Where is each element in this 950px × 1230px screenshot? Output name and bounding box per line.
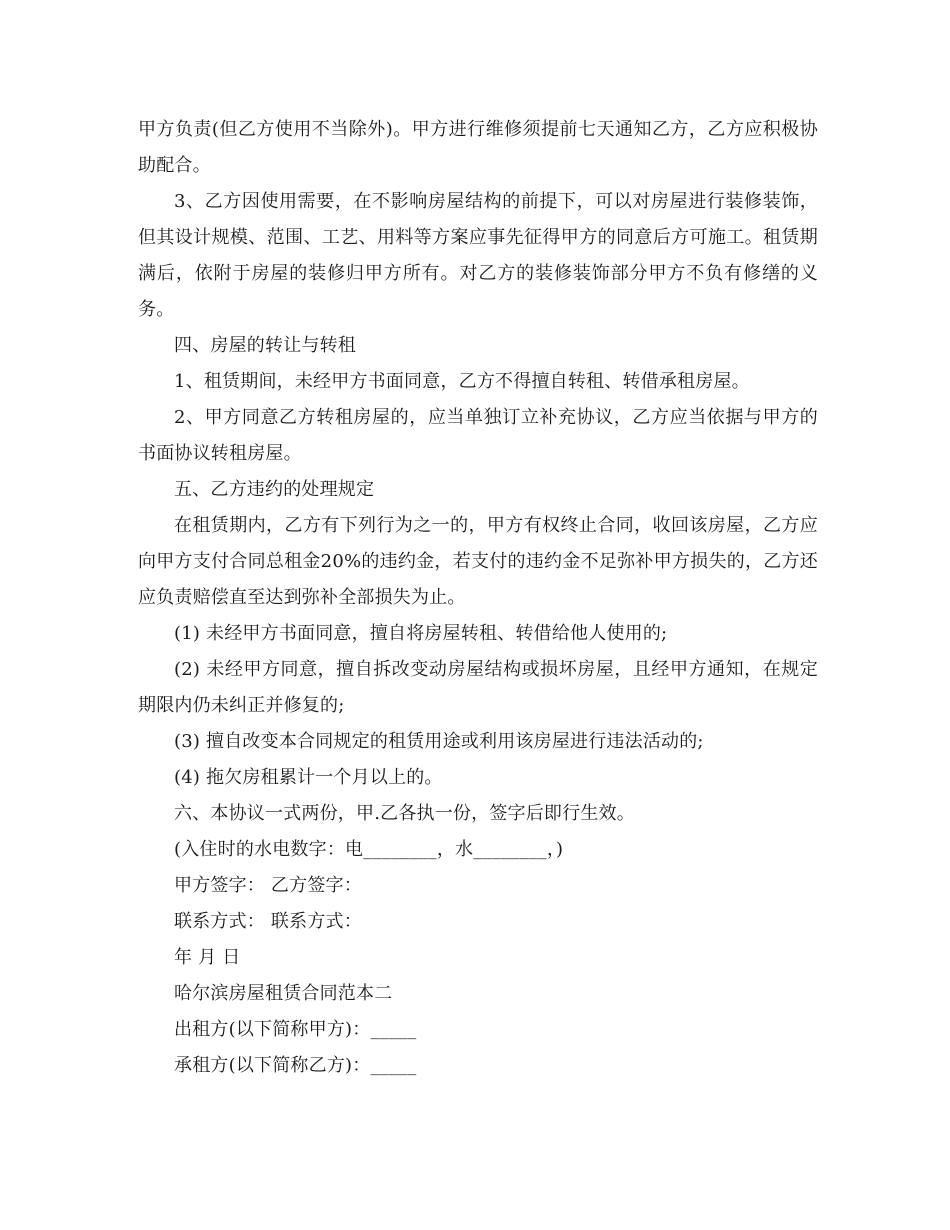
section-heading-4: 四、房屋的转让与转租 xyxy=(174,335,356,356)
paragraph-meter-readings: (入住时的水电数字：电________，水________，) xyxy=(174,839,564,860)
paragraph-breach-item-4: (4) 拖欠房租累计一个月以上的。 xyxy=(174,767,443,788)
lessor-line: 出租方(以下简称甲方)：_____ xyxy=(174,1019,417,1040)
signature-line: 甲方签字： 乙方签字： xyxy=(174,875,362,896)
template-two-title: 哈尔滨房屋租赁合同范本二 xyxy=(174,983,393,1004)
paragraph-clause-4-1: 1、租赁期间，未经甲方书面同意，乙方不得擅自转租、转借承租房屋。 xyxy=(174,371,750,392)
date-line: 年 月 日 xyxy=(174,947,241,968)
section-heading-6: 六、本协议一式两份，甲.乙各执一份，签字后即行生效。 xyxy=(174,803,635,824)
section-heading-5: 五、乙方违约的处理规定 xyxy=(174,479,375,500)
paragraph-breach-item-1: (1) 未经甲方书面同意，擅自将房屋转租、转借给他人使用的; xyxy=(174,623,668,644)
document-body xyxy=(138,112,818,1084)
paragraph-repair-cont: 甲方负责(但乙方使用不当除外)。甲方进行维修须提前七天通知乙方，乙方应积极协助配合。 xyxy=(138,119,818,176)
paragraph-breach-intro: 在租赁期内，乙方有下列行为之一的，甲方有权终止合同，收回该房屋，乙方应向甲方支付合同总租金20%的违约金，若支付的违约金不足弥补甲方损失的，乙方还应负责赔偿直至达到弥补全部损失为止。 xyxy=(138,515,818,608)
paragraph-breach-item-3: (3) 擅自改变本合同规定的租赁用途或利用该房屋进行违法活动的; xyxy=(174,731,704,752)
lessee-line: 承租方(以下简称乙方)：_____ xyxy=(174,1055,417,1076)
paragraph-clause-4-2: 2、甲方同意乙方转租房屋的，应当单独订立补充协议，乙方应当依据与甲方的书面协议转租房屋。 xyxy=(138,407,818,464)
contact-line: 联系方式： 联系方式： xyxy=(174,911,362,932)
paragraph-breach-item-2: (2) 未经甲方同意，擅自拆改变动房屋结构或损坏房屋，且经甲方通知，在规定期限内仍未纠正并修复的; xyxy=(138,659,818,716)
paragraph-clause-3-decoration: 3、乙方因使用需要，在不影响房屋结构的前提下，可以对房屋进行装修装饰，但其设计规模、范围、工艺、用料等方案应事先征得甲方的同意后方可施工。租赁期满后，依附于房屋的装修归甲方所有。对乙方的装修装饰部分甲方不负有修缮的义务。 xyxy=(138,191,818,320)
